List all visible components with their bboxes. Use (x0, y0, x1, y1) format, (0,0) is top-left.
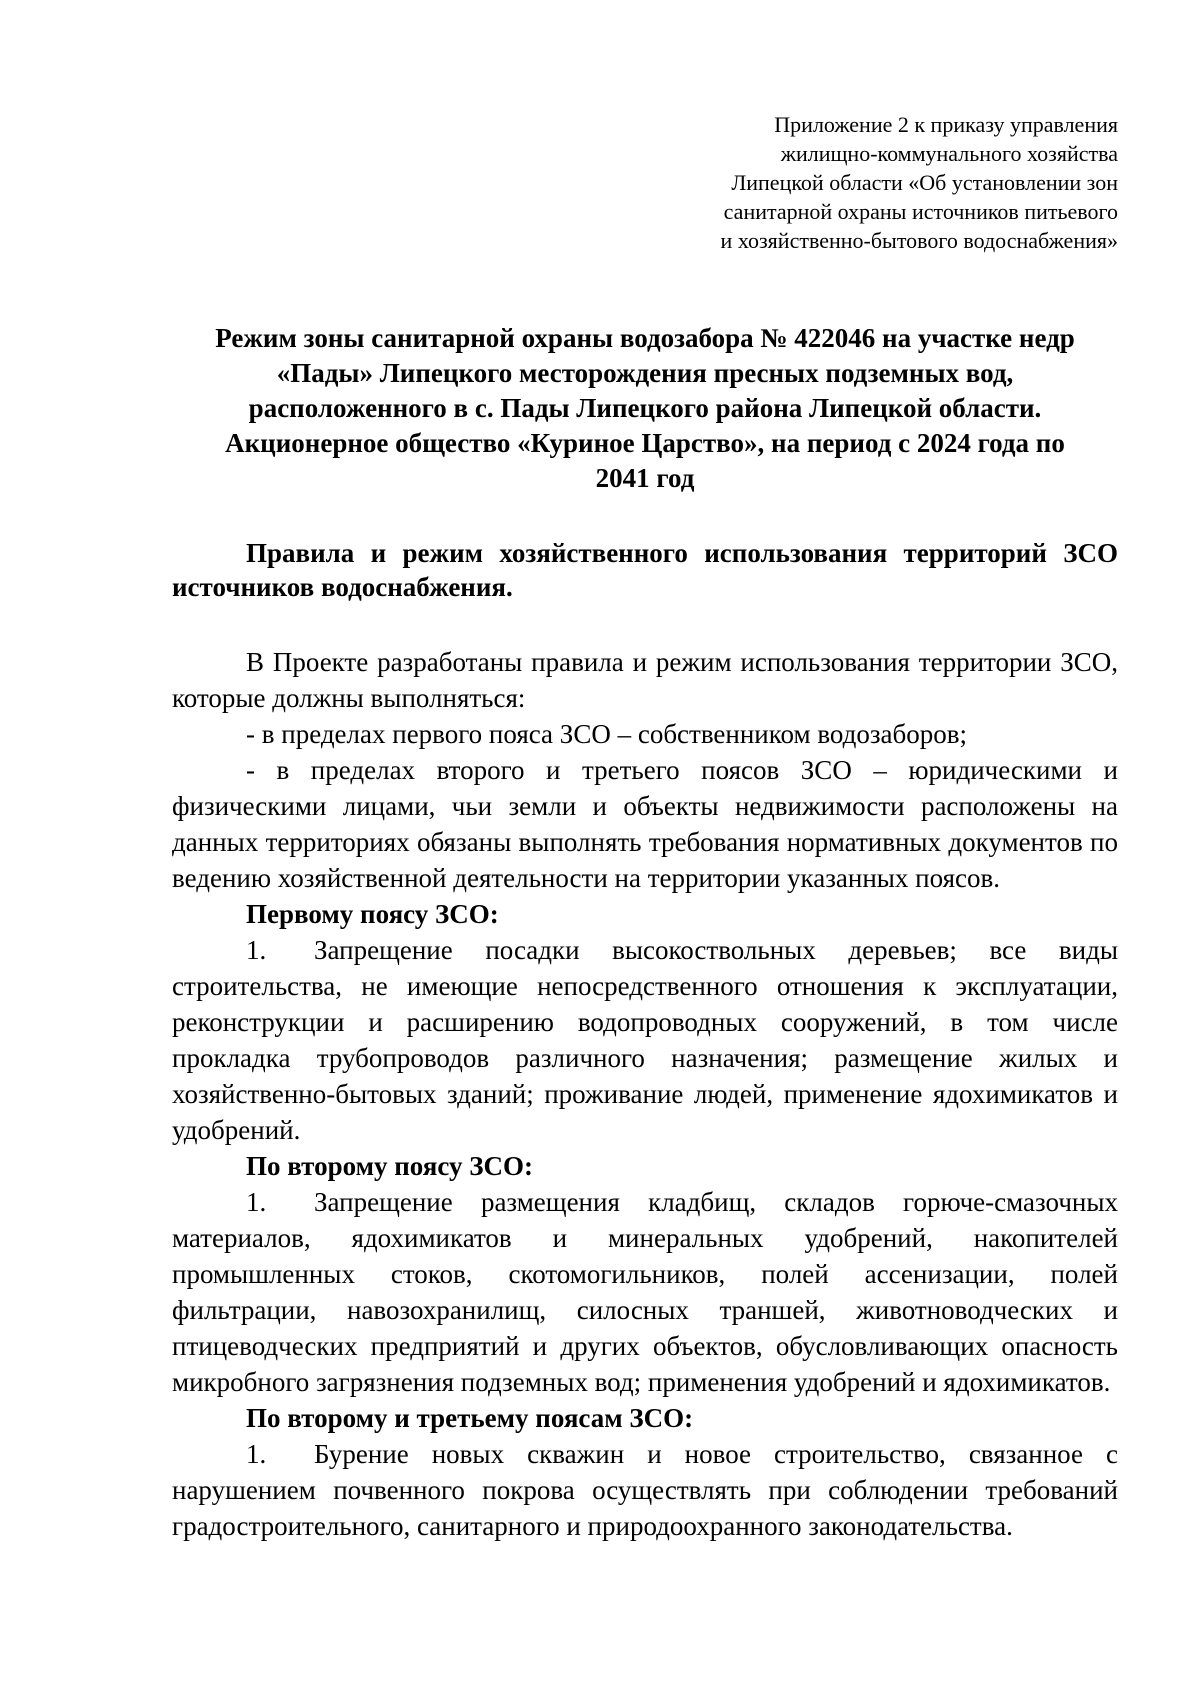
item-number: 1. (246, 1187, 267, 1217)
item-number: 1. (246, 1439, 267, 1469)
intro-list-item: - в пределах первого пояса ЗСО – собственником водозаборов; (246, 719, 967, 749)
document-body (172, 644, 1118, 1544)
title-line: «Пады» Липецкого месторождения пресных подземных вод, (276, 358, 1014, 388)
title-line: Режим зоны санитарной охраны водозабора № 422046 на участке недр (215, 323, 1075, 353)
second-belt-item (172, 1184, 1118, 1400)
item-number: 1. (246, 935, 267, 965)
appendix-line: Приложение 2 к приказу управления (774, 112, 1118, 137)
appendix-note (558, 110, 1118, 255)
title-line: расположенного в с. Пады Липецкого района Липецкой области. (248, 393, 1042, 423)
first-belt-item (172, 932, 1118, 1148)
appendix-line: жилищно-коммунального хозяйства (780, 141, 1118, 166)
first-belt-heading: Первому поясу ЗСО: (246, 899, 499, 929)
item-text: Запрещение размещения кладбищ, складов горюче-смазочных материалов, ядохимикатов и минеральных удобрений, накопителей промышленных стоков, скотомогильников, полей ассенизации, полей фильтрации, навозохранилищ, силосных траншей, животноводческих и птицеводческих предприятий и других объектов, обусловливающих опасность микробного загрязнения подземных вод; применения удобрений и ядохимикатов. (172, 1187, 1118, 1397)
second-belt-heading: По второму поясу ЗСО: (246, 1151, 533, 1181)
intro-paragraph: В Проекте разработаны правила и режим использования территории ЗСО, которые должны выполняться: (172, 647, 1118, 713)
title-line: 2041 год (595, 463, 695, 493)
second-third-belt-heading: По второму и третьему поясам ЗСО: (246, 1403, 694, 1433)
item-text: Бурение новых скважин и новое строительство, связанное с нарушением почвенного покрова осуществлять при соблюдении требований градостроительного, санитарного и природоохранного законодательства. (172, 1439, 1118, 1541)
appendix-line: санитарной охраны источников питьевого (723, 199, 1118, 224)
appendix-line: Липецкой области «Об установлении зон (731, 170, 1118, 195)
second-third-belt-item (172, 1436, 1118, 1544)
intro-list-item: - в пределах второго и третьего поясов ЗСО – юридическими и физическими лицами, чьи земли и объекты недвижимости расположены на данных территориях обязаны выполнять требования нормативных документов по ведению хозяйственной деятельности на территории указанных поясов. (172, 755, 1118, 893)
appendix-line: и хозяйственно-бытового водоснабжения» (720, 228, 1118, 253)
item-text: Запрещение посадки высокоствольных деревьев; все виды строительства, не имеющие непосредственного отношения к эксплуатации, реконструкции и расширению водопроводных сооружений, в том числе прокладка трубопроводов различного назначения; размещение жилых и хозяйственно-бытовых зданий; проживание людей, применение ядохимикатов и удобрений. (172, 935, 1118, 1145)
title-line: Акционерное общество «Куриное Царство», на период с 2024 года по (225, 428, 1065, 458)
section-heading: Правила и режим хозяйственного использования территорий ЗСО источников водоснабжения. (172, 538, 1118, 602)
document-title (172, 321, 1118, 496)
